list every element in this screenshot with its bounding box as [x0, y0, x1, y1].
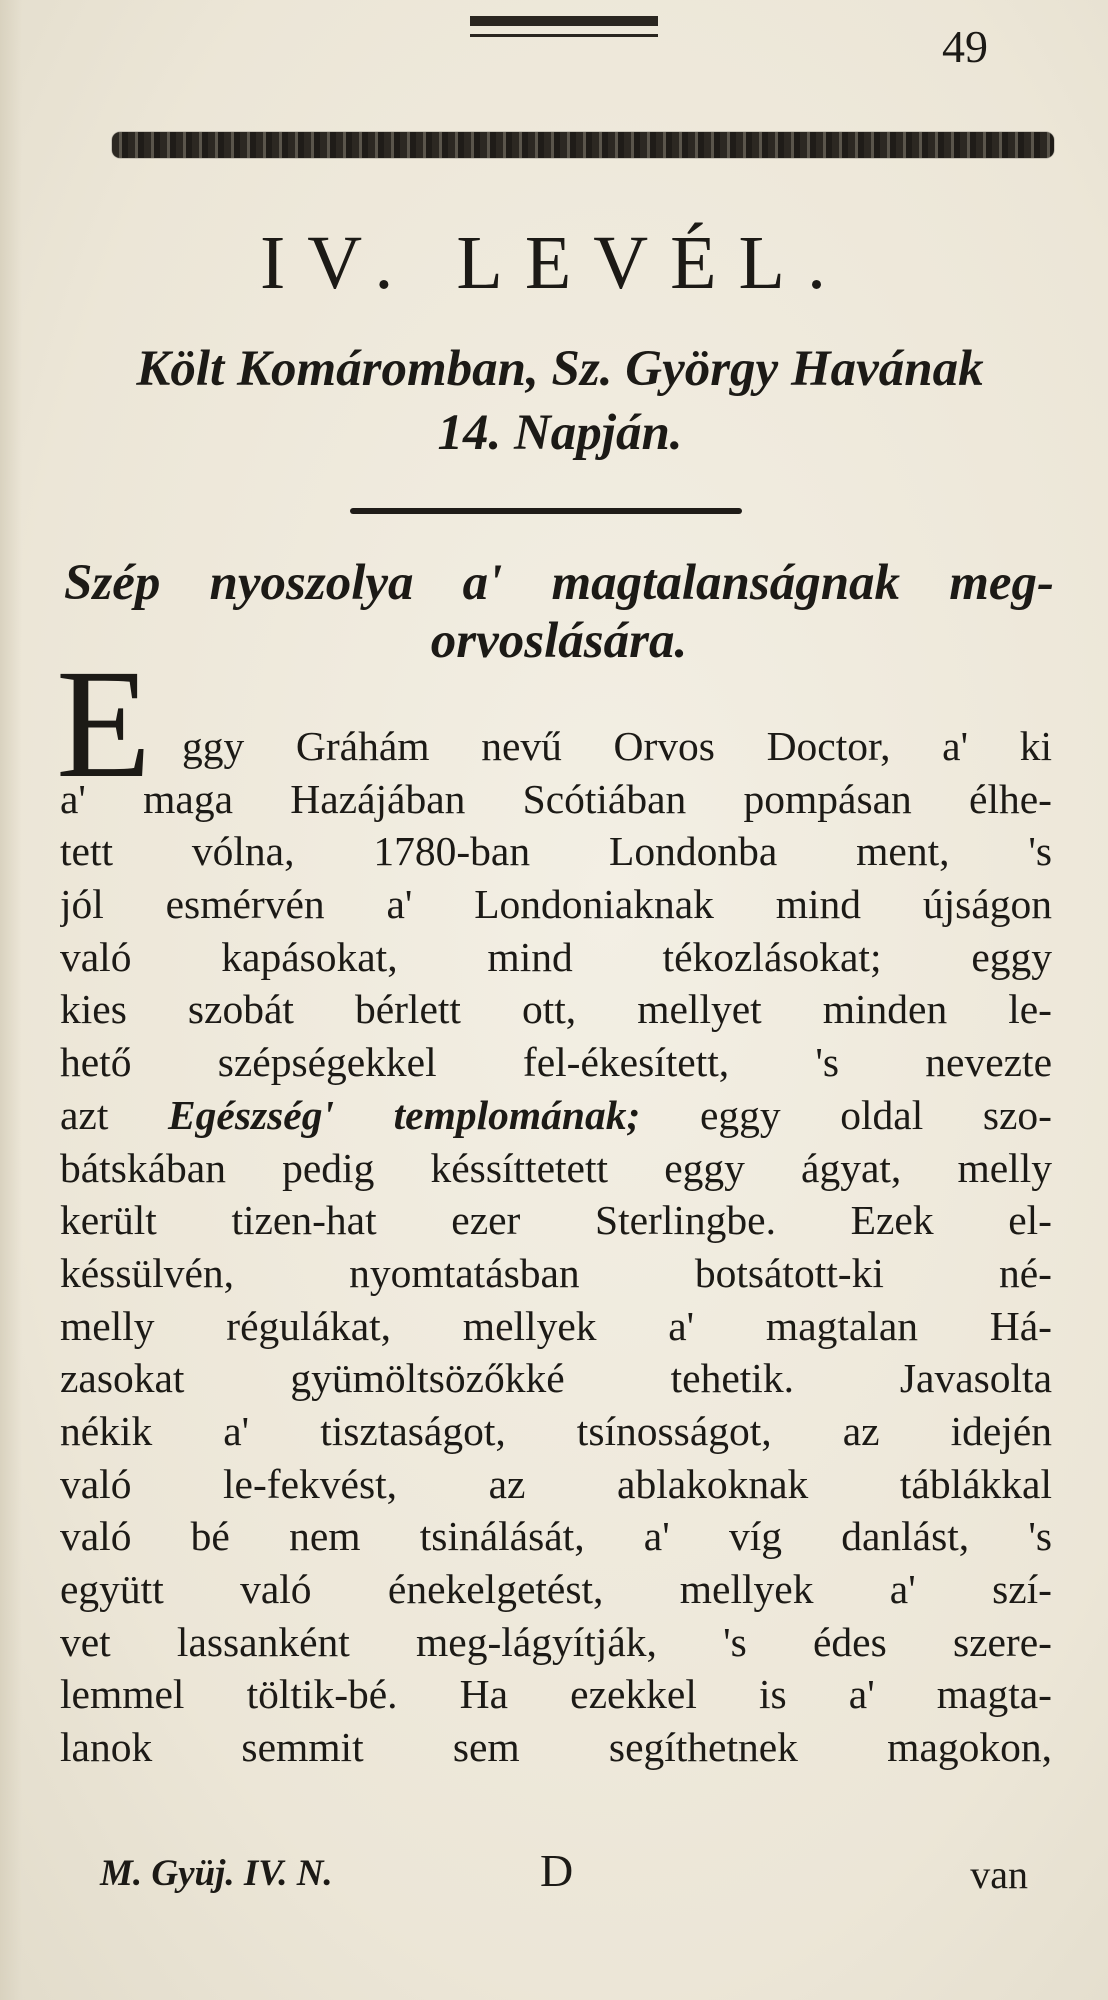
catchword: van [970, 1852, 1028, 1897]
body-line: került tizen-hat ezer Sterlingbe. Ezek el- [60, 1197, 1052, 1244]
body-line: tett vólna, 1780-ban Londonba ment, 's [60, 828, 1052, 875]
body-line: vet lassanként meg-lágyítják, 's édes szere- [60, 1618, 1052, 1665]
body-line: együtt való énekelgetést, mellyek a' szí- [60, 1566, 1052, 1612]
chapter-title: IV. LEVÉL. [260, 221, 848, 305]
body-line: való bé nem tsinálását, a' víg danlást, 's [60, 1513, 1052, 1560]
body-line: késsülvén, nyomtatásban botsátott-ki né- [60, 1249, 1052, 1296]
body-text [60, 720, 1052, 1774]
place-line: Költ Komáromban, Sz. György Havának [136, 341, 984, 397]
decorative-headpiece [112, 132, 1054, 158]
body-line: zasokat gyümöltsözőkké tehetik. Javasolta [60, 1355, 1052, 1402]
body-line: ggy Gráhám nevű Orvos Doctor, a' ki [182, 723, 1052, 769]
body-line-suffix: eggy oldal szo- [699, 1091, 1052, 1138]
subject-heading-line-2: orvoslására. [430, 613, 688, 669]
body-line: bátskában pedig késsíttetett eggy ágyat, melly [60, 1144, 1052, 1191]
body-line: hető szépségekkel fel-ékesített, 's nevezte [60, 1039, 1052, 1086]
signature-mark: M. Gyüj. IV. N. [100, 1853, 333, 1894]
italic-phrase: Egészség' templomának; [168, 1091, 641, 1138]
body-line: lanok semmit sem segíthetnek magokon, [60, 1724, 1052, 1771]
body-line-mixed [60, 1089, 1052, 1142]
body-line: való kapásokat, mind tékozlásokat; eggy [60, 933, 1052, 980]
body-line: jól esmérvén a' Londoniaknak mind újságon [60, 881, 1052, 928]
body-line: a' maga Hazájában Scótiában pompásan élhe- [60, 775, 1052, 822]
body-line: lemmel töltik-bé. Ha ezekkel is a' magta- [60, 1671, 1052, 1718]
body-line: nékik a' tisztaságot, tsínosságot, az idején [60, 1407, 1052, 1454]
header-ornament-mark [470, 16, 658, 26]
drop-cap: E [56, 637, 152, 810]
section-rule [350, 508, 742, 514]
body-line: való le-fekvést, az ablakoknak táblákkal [60, 1460, 1052, 1507]
subject-heading-line-1: Szép nyoszolya a' magtalanságnak meg- [64, 555, 1054, 611]
body-line: kies szobát bérlett ott, mellyet minden le- [60, 986, 1052, 1033]
page-number: 49 [942, 21, 988, 72]
body-line: melly régulákat, mellyek a' magtalan Há- [60, 1302, 1052, 1349]
date-line: 14. Napján. [437, 405, 683, 461]
header-ornament-line [470, 34, 658, 37]
body-line-prefix: azt [60, 1091, 109, 1138]
signature-letter: D [540, 1845, 574, 1896]
